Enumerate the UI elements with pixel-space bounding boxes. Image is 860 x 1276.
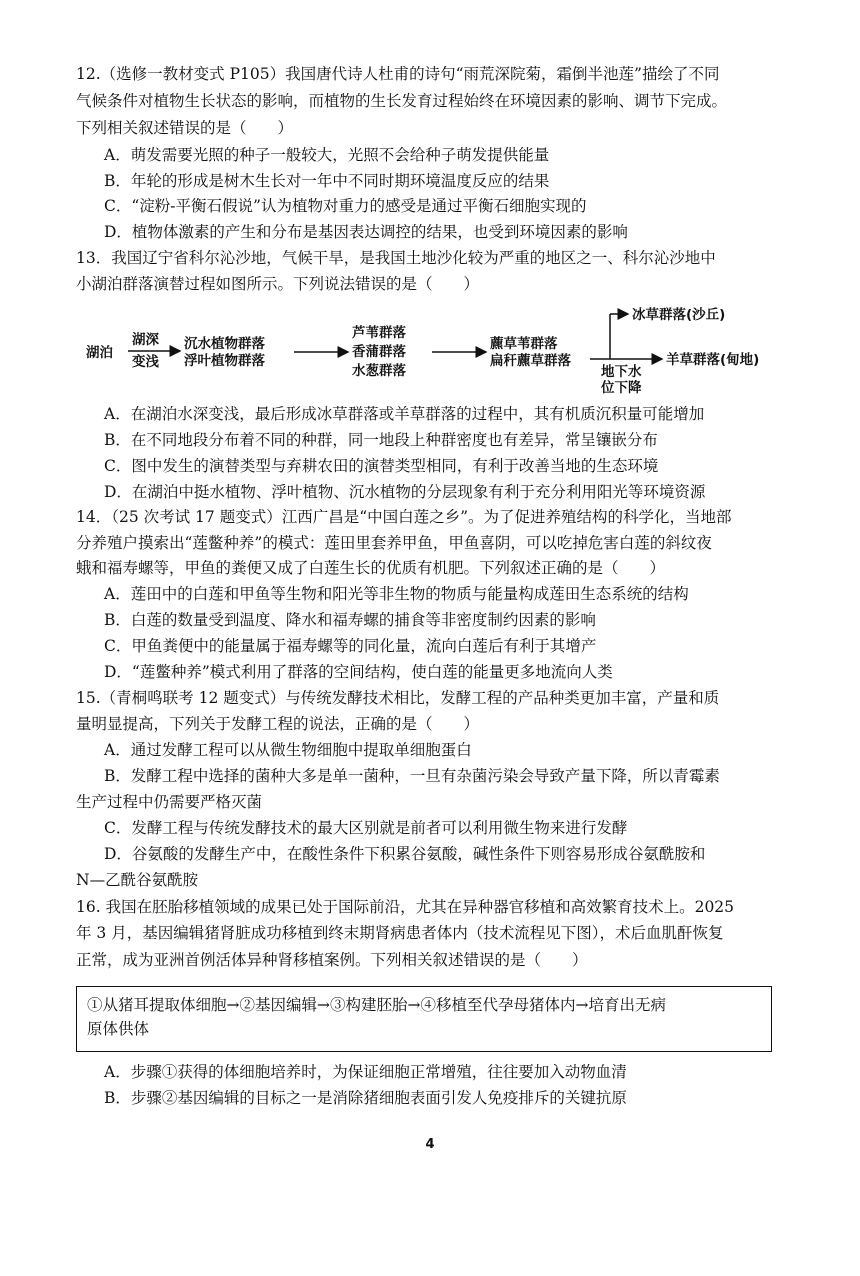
q16-option-b: B．步骤②基因编辑的目标之一是消除猪细胞表面引发人免疫排斥的关键抗原 <box>104 1089 627 1107</box>
diagram-stage2-b: 香蒲群落 <box>352 344 406 360</box>
q15-option-b: B．发酵工程中选择的菌种大多是单一菌种，一旦有杂菌污染会导致产量下降，所以青霉素 <box>104 767 720 785</box>
q14-option-d: D．“莲鳖种养”模式利用了群落的空间结构，使白莲的能量更多地流向人类 <box>104 663 613 681</box>
diagram-stage1-b: 浮叶植物群落 <box>184 353 265 369</box>
q15-option-b-cont: 生产过程中仍需要严格灭菌 <box>76 793 263 811</box>
q15-option-d-cont: N—乙酰谷氨酰胺 <box>76 871 199 889</box>
succession-diagram <box>76 302 796 398</box>
q12-stem-line-2: 气候条件对植物生长状态的影响，而植物的生长发育过程始终在环境因素的影响、调节下完成。 <box>76 92 728 110</box>
q16-stem-line-3: 正常，成为亚洲首例活体异种肾移植案例。下列相关叙述错误的是（ ） <box>76 951 588 969</box>
q14-stem-line-1: 14．（25 次考试 17 题变式）江西广昌是“中国白莲之乡”。为了促进养殖结构的科学化，当地部 <box>76 508 732 526</box>
diagram-stage3-a: 藨草苇群落 <box>490 336 558 352</box>
q12-option-d: D．植物体激素的产生和分布是基因表达调控的结果，也受到环境因素的影响 <box>104 223 628 241</box>
diagram-arrow1-top: 湖深 <box>132 332 159 348</box>
diagram-end-top: 冰草群落(沙丘) <box>632 307 726 323</box>
q13-option-c: C．图中发生的演替类型与弃耕农田的演替类型相同，有利于改善当地的生态环境 <box>104 457 659 475</box>
q15-stem-line-1: 15.（青桐鸣联考 12 题变式）与传统发酵技术相比，发酵工程的产品种类更加丰富，产量和质 <box>76 689 720 707</box>
q12-option-a: A．萌发需要光照的种子一般较大，光照不会给种子萌发提供能量 <box>104 146 550 164</box>
q13-stem-line-2: 小湖泊群落演替过程如图所示。下列说法错误的是（ ） <box>76 275 480 293</box>
q15-stem-line-2: 量明显提高，下列关于发酵工程的说法，正确的是（ ） <box>76 715 480 733</box>
q15-option-c: C．发酵工程与传统发酵技术的最大区别就是前者可以利用微生物来进行发酵 <box>104 819 628 837</box>
q12-option-b: B．年轮的形成是树木生长对一年中不同时期环境温度反应的结果 <box>104 172 550 190</box>
q16-flow-box <box>76 986 772 1052</box>
q13-stem-line-1: 13．我国辽宁省科尔沁沙地，气候干旱，是我国土地沙化较为严重的地区之一、科尔沁沙地中 <box>76 249 716 267</box>
q14-option-a: A．莲田中的白莲和甲鱼等生物和阳光等非生物的物质与能量构成莲田生态系统的结构 <box>104 585 689 603</box>
q13-option-d: D．在湖泊中挺水植物、浮叶植物、沉水植物的分层现象有利于充分利用阳光等环境资源 <box>104 483 706 501</box>
q12-stem-line-1: 12.（选修一教材变式 P105）我国唐代诗人杜甫的诗句“雨荒深院菊，霜倒半池莲”描绘了不同 <box>76 65 720 83</box>
q15-option-a: A．通过发酵工程可以从微生物细胞中提取单细胞蛋白 <box>104 741 472 759</box>
diagram-stage1-a: 沉水植物群落 <box>184 336 265 352</box>
q16-stem-line-1: 16. 我国在胚胎移植领域的成果已处于国际前沿，尤其在异种器官移植和高效繁育技术上。2025 <box>76 898 735 916</box>
diagram-end-bottom: 羊草群落(甸地) <box>666 352 760 368</box>
q16-stem-line-2: 年 3 月，基因编辑猪肾脏成功移植到终末期肾病患者体内（技术流程见下图），术后血肌酐恢复 <box>76 924 724 942</box>
q14-option-b: B．白莲的数量受到温度、降水和福寿螺的捕食等非密度制约因素的影响 <box>104 611 596 629</box>
diagram-start-lake: 湖泊 <box>86 345 113 361</box>
q16-flow-line-2: 原体供体 <box>87 1020 150 1038</box>
q14-option-c: C．甲鱼粪便中的能量属于福寿螺等的同化量，流向白莲后有利于其增产 <box>104 637 597 655</box>
diagram-branch-label-b: 位下降 <box>601 380 642 396</box>
diagram-stage3-b: 扁秆藨草群落 <box>490 353 571 369</box>
diagram-stage2-c: 水葱群落 <box>352 363 406 379</box>
q16-option-a: A．步骤①获得的体细胞培养时，为保证细胞正常增殖，往往要加入动物血清 <box>104 1063 627 1081</box>
q13-option-a: A．在湖泊水深变浅，最后形成冰草群落或羊草群落的过程中，其有机质沉积量可能增加 <box>104 405 705 423</box>
q12-option-c: C．“淀粉-平衡石假说”认为植物对重力的感受是通过平衡石细胞实现的 <box>104 197 587 215</box>
q16-flow-line-1: ①从猪耳提取体细胞→②基因编辑→③构建胚胎→④移植至代孕母猪体内→培育出无病 <box>87 996 666 1014</box>
q13-option-b: B．在不同地段分布着不同的种群，同一地段上种群密度也有差异，常呈镶嵌分布 <box>104 431 658 449</box>
diagram-arrow1-bottom: 变浅 <box>132 354 159 370</box>
page-number: 4 <box>425 1137 435 1152</box>
q15-option-d: D．谷氨酸的发酵生产中，在酸性条件下积累谷氨酸，碱性条件下则容易形成谷氨酰胺和 <box>104 845 706 863</box>
q14-stem-line-2: 分养殖户摸索出“莲鳖种养”的模式：莲田里套养甲鱼，甲鱼喜阴，可以吃掉危害白莲的斜纹夜 <box>76 534 712 552</box>
diagram-stage2-a: 芦苇群落 <box>352 325 406 341</box>
diagram-branch-label-a: 地下水 <box>601 364 642 380</box>
q12-stem-line-3: 下列相关叙述错误的是（ ） <box>76 119 294 137</box>
q14-stem-line-3: 蛾和福寿螺等，甲鱼的粪便又成了白莲生长的优质有机肥。下列叙述正确的是（ ） <box>76 559 666 577</box>
